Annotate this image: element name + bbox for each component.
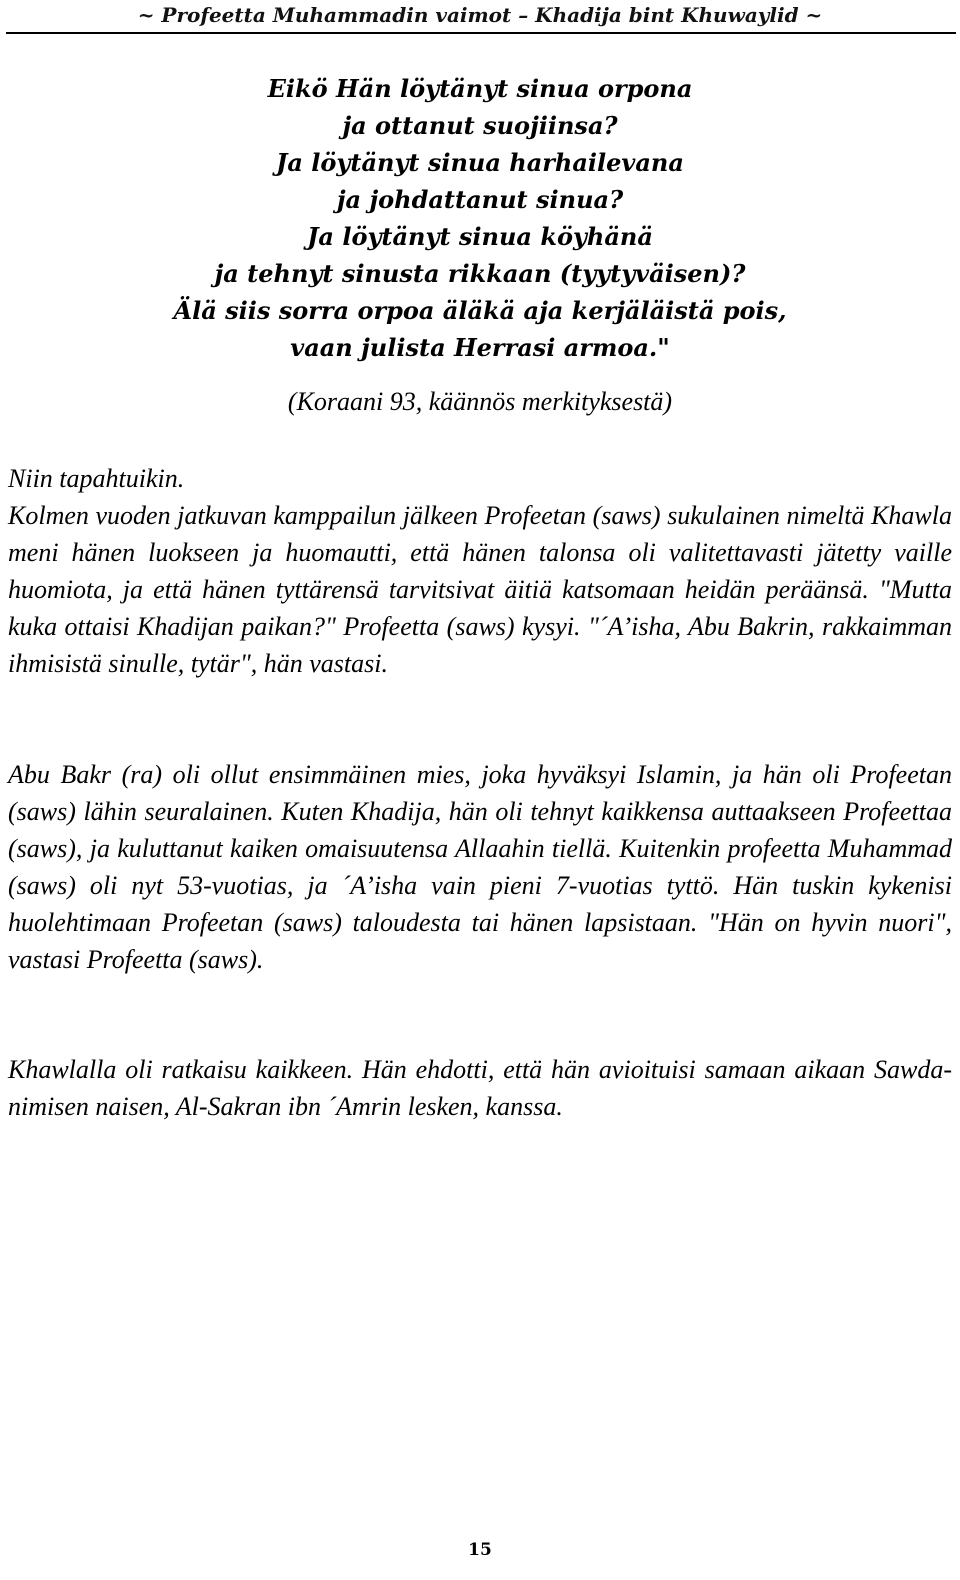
quran-quote <box>0 70 960 366</box>
page-number: 15 <box>468 1540 492 1560</box>
quote-line: ja ottanut suojiinsa? <box>342 111 618 140</box>
quote-line: Ja löytänyt sinua harhailevana <box>276 148 684 177</box>
quote-line: Ja löytänyt sinua köyhänä <box>307 222 653 251</box>
quote-line: ja johdattanut sinua? <box>336 185 624 214</box>
header-divider <box>6 32 956 34</box>
quote-line: Älä siis sorra orpoa äläkä aja kerjäläistä pois, <box>173 296 787 325</box>
opening-line: Niin tapahtuikin. <box>8 464 185 493</box>
quote-citation: (Koraani 93, käännös merkityksestä) <box>287 387 673 416</box>
quote-line: ja tehnyt sinusta rikkaan (tyytyväisen)? <box>214 259 746 288</box>
running-header: ~ Profeetta Muhammadin vaimot – Khadija bint Khuwaylid ~ <box>137 3 823 27</box>
body-paragraph: Abu Bakr (ra) oli ollut ensimmäinen mies, joka hyväksyi Islamin, ja hän oli Profeetan (saws) lähin seuralainen. Kuten Khadija, hän oli tehnyt kaikkensa auttaakseen Profeettaa (saws), ja kuluttanut kaiken omaisuutensa Allaahin tiellä. Kuitenkin profeetta Muhammad (saws) oli nyt 53-vuotias, ja ´A’isha vain pieni 7-vuotias tyttö. Hän tuskin kykenisi huolehtimaan Profeetan (saws) taloudesta tai hänen lapsistaan. "Hän on hyvin nuori", vastasi Profeetta (saws). <box>8 760 952 974</box>
body-paragraph: Kolmen vuoden jatkuvan kamppailun jälkeen Profeetan (saws) sukulainen nimeltä Khawla meni hänen luokseen ja huomautti, että hänen talonsa oli valitettavasti jätetty vaille huomiota, ja että hänen tyttärensä tarvitsivat äitiä katsomaan heidän peräänsä. "Mutta kuka ottaisi Khadijan paikan?" Profeetta (saws) kysyi. "´A’isha, Abu Bakrin, rakkaimman ihmisistä sinulle, tytär", hän vastasi. <box>8 501 952 678</box>
body-paragraph: Khawlalla oli ratkaisu kaikkeen. Hän ehdotti, että hän avioituisi samaan aikaan Sawda-nimisen naisen, Al-Sakran ibn ´Amrin lesken, kanssa. <box>8 1055 952 1121</box>
quote-line: vaan julista Herrasi armoa." <box>290 333 670 362</box>
quote-line: Eikö Hän löytänyt sinua orpona <box>267 74 693 103</box>
